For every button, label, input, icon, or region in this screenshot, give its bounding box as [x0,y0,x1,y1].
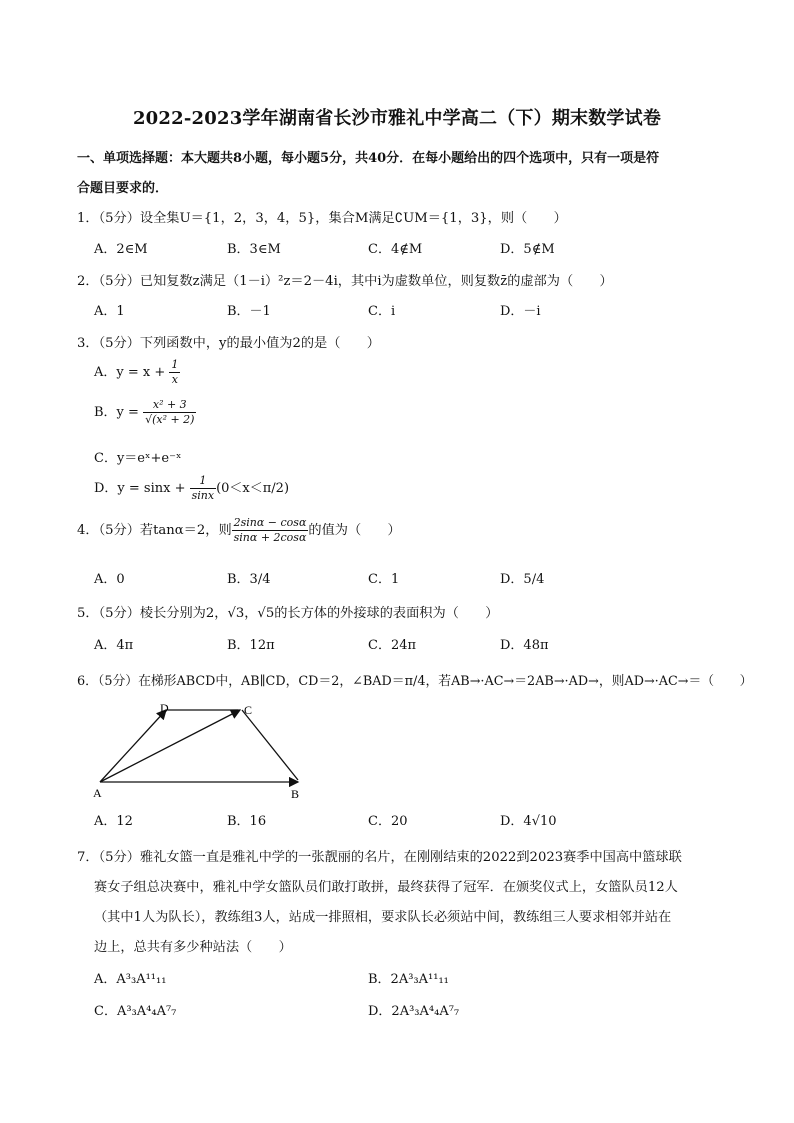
q3-b-prefix: B．y = [94,405,144,420]
q3-d-suffix: (0＜x＜π/2) [216,481,290,496]
q3-b-denominator: √(x² + 2) [145,413,195,426]
q7-option-a: A．A³₃A¹¹₁₁ [94,972,167,987]
page-title: 2022-2023学年湖南省长沙市雅礼中学高二（下）期末数学试卷 [132,108,662,129]
q4-fraction [232,516,309,545]
q2-option-d: D．－i [500,304,541,319]
q3-d-prefix: D．y = sinx + [94,481,190,496]
label-b: B [291,787,300,801]
q1-option-d: D．5∉M [500,242,555,257]
q7-line4: 边上，总共有多少种站法（ ） [94,940,292,955]
q3-d-numerator: 1 [190,474,216,489]
q5-option-b: B．12π [227,638,275,653]
q5-option-a: A．4π [94,638,134,653]
q6-option-b: B．16 [227,814,267,829]
q3-option-d [94,474,289,503]
q4-option-d: D．5/4 [500,572,545,587]
q3-d-denominator: sinx [191,489,215,502]
q2-option-a: A．1 [94,304,125,319]
label-a: A [93,786,102,800]
q3-a-numerator: 1 [171,358,179,371]
q1-option-a: A．2∈M [94,242,148,257]
q5-option-d: D．48π [500,638,549,653]
q4-stem [77,516,727,545]
q7-option-b: B．2A³₃A¹¹₁₁ [368,972,449,987]
q3-option-c: C．y＝eˣ+e⁻ˣ [94,451,182,466]
q3-b-numerator: x² + 3 [143,398,196,413]
q3-stem: 3．（5分）下列函数中，y的最小值为2的是（ ） [77,336,380,351]
q6-option-c: C．20 [368,814,408,829]
q6-stem: 6．（5分）在梯形ABCD中，AB∥CD，CD＝2，∠BAD＝π/4，若AB→·AC→＝2AB→·AD→，则AD→·AC→＝（ ） [77,674,753,689]
vector-ad [100,710,166,782]
trapezoid-diagram [88,700,318,804]
q3-a-fraction [169,358,180,387]
label-c: C [244,703,253,717]
q4-option-a: A．0 [94,572,125,587]
section-heading-line2: 合题目要求的． [77,181,169,196]
vector-ac [100,710,240,782]
q3-a-denominator: x [171,373,178,386]
q4-denominator: sinα + 2cosα [233,531,307,544]
q2-option-c: C．i [368,304,396,319]
q3-a-prefix: A．y = x + [94,365,170,380]
q5-option-c: C．24π [368,638,417,653]
q4-numerator: 2sinα − cosα [233,516,307,529]
q1-option-b: B．3∈M [227,242,281,257]
q4-stem-suffix: 的值为（ ） [308,523,401,538]
q7-line1: 7．（5分）雅礼女篮一直是雅礼中学的一张靓丽的名片，在刚刚结束的2022到2023赛季中国高中篮球联 [77,850,682,865]
q6-option-d: D．4√10 [500,814,557,829]
q4-option-c: C．1 [368,572,400,587]
q3-option-a [94,358,180,387]
q3-b-fraction [143,398,196,427]
q3-d-fraction [190,474,216,503]
q5-stem: 5．（5分）棱长分别为2，√3，√5的长方体的外接球的表面积为（ ） [77,606,499,621]
q7-option-c: C．A³₃A⁴₄A⁷₇ [94,1004,177,1019]
q6-option-a: A．12 [94,814,133,829]
q3-option-b [94,398,196,427]
section-heading-line1: 一、单项选择题：本大题共8小题，每小题5分，共40分．在每小题给出的四个选项中，只有一项是符 [77,151,660,166]
segment-cb [242,710,298,780]
q2-option-b: B．－1 [227,304,271,319]
q1-stem: 1．（5分）设全集U＝{1，2，3，4，5}，集合M满足∁UM＝{1，3}，则（ ） [77,211,567,226]
q2-stem: 2．（5分）已知复数z满足（1－i）²z＝2－4i，其中i为虚数单位，则复数z̄的虚部为（ ） [77,274,613,289]
q4-stem-prefix: 4．（5分）若tanα＝2，则 [77,523,232,538]
q4-option-b: B．3/4 [227,572,271,587]
q7-line2: 赛女子组总决赛中，雅礼中学女篮队员们敢打敢拼，最终获得了冠军．在颁奖仪式上，女篮队员12人 [94,880,678,895]
q7-line3: （其中1人为队长），教练组3人，站成一排照相，要求队长必须站中间，教练组三人要求相邻并站在 [94,910,672,925]
q7-option-d: D．2A³₃A⁴₄A⁷₇ [368,1004,460,1019]
label-d: D [160,701,169,715]
q1-option-c: C．4∉M [368,242,423,257]
